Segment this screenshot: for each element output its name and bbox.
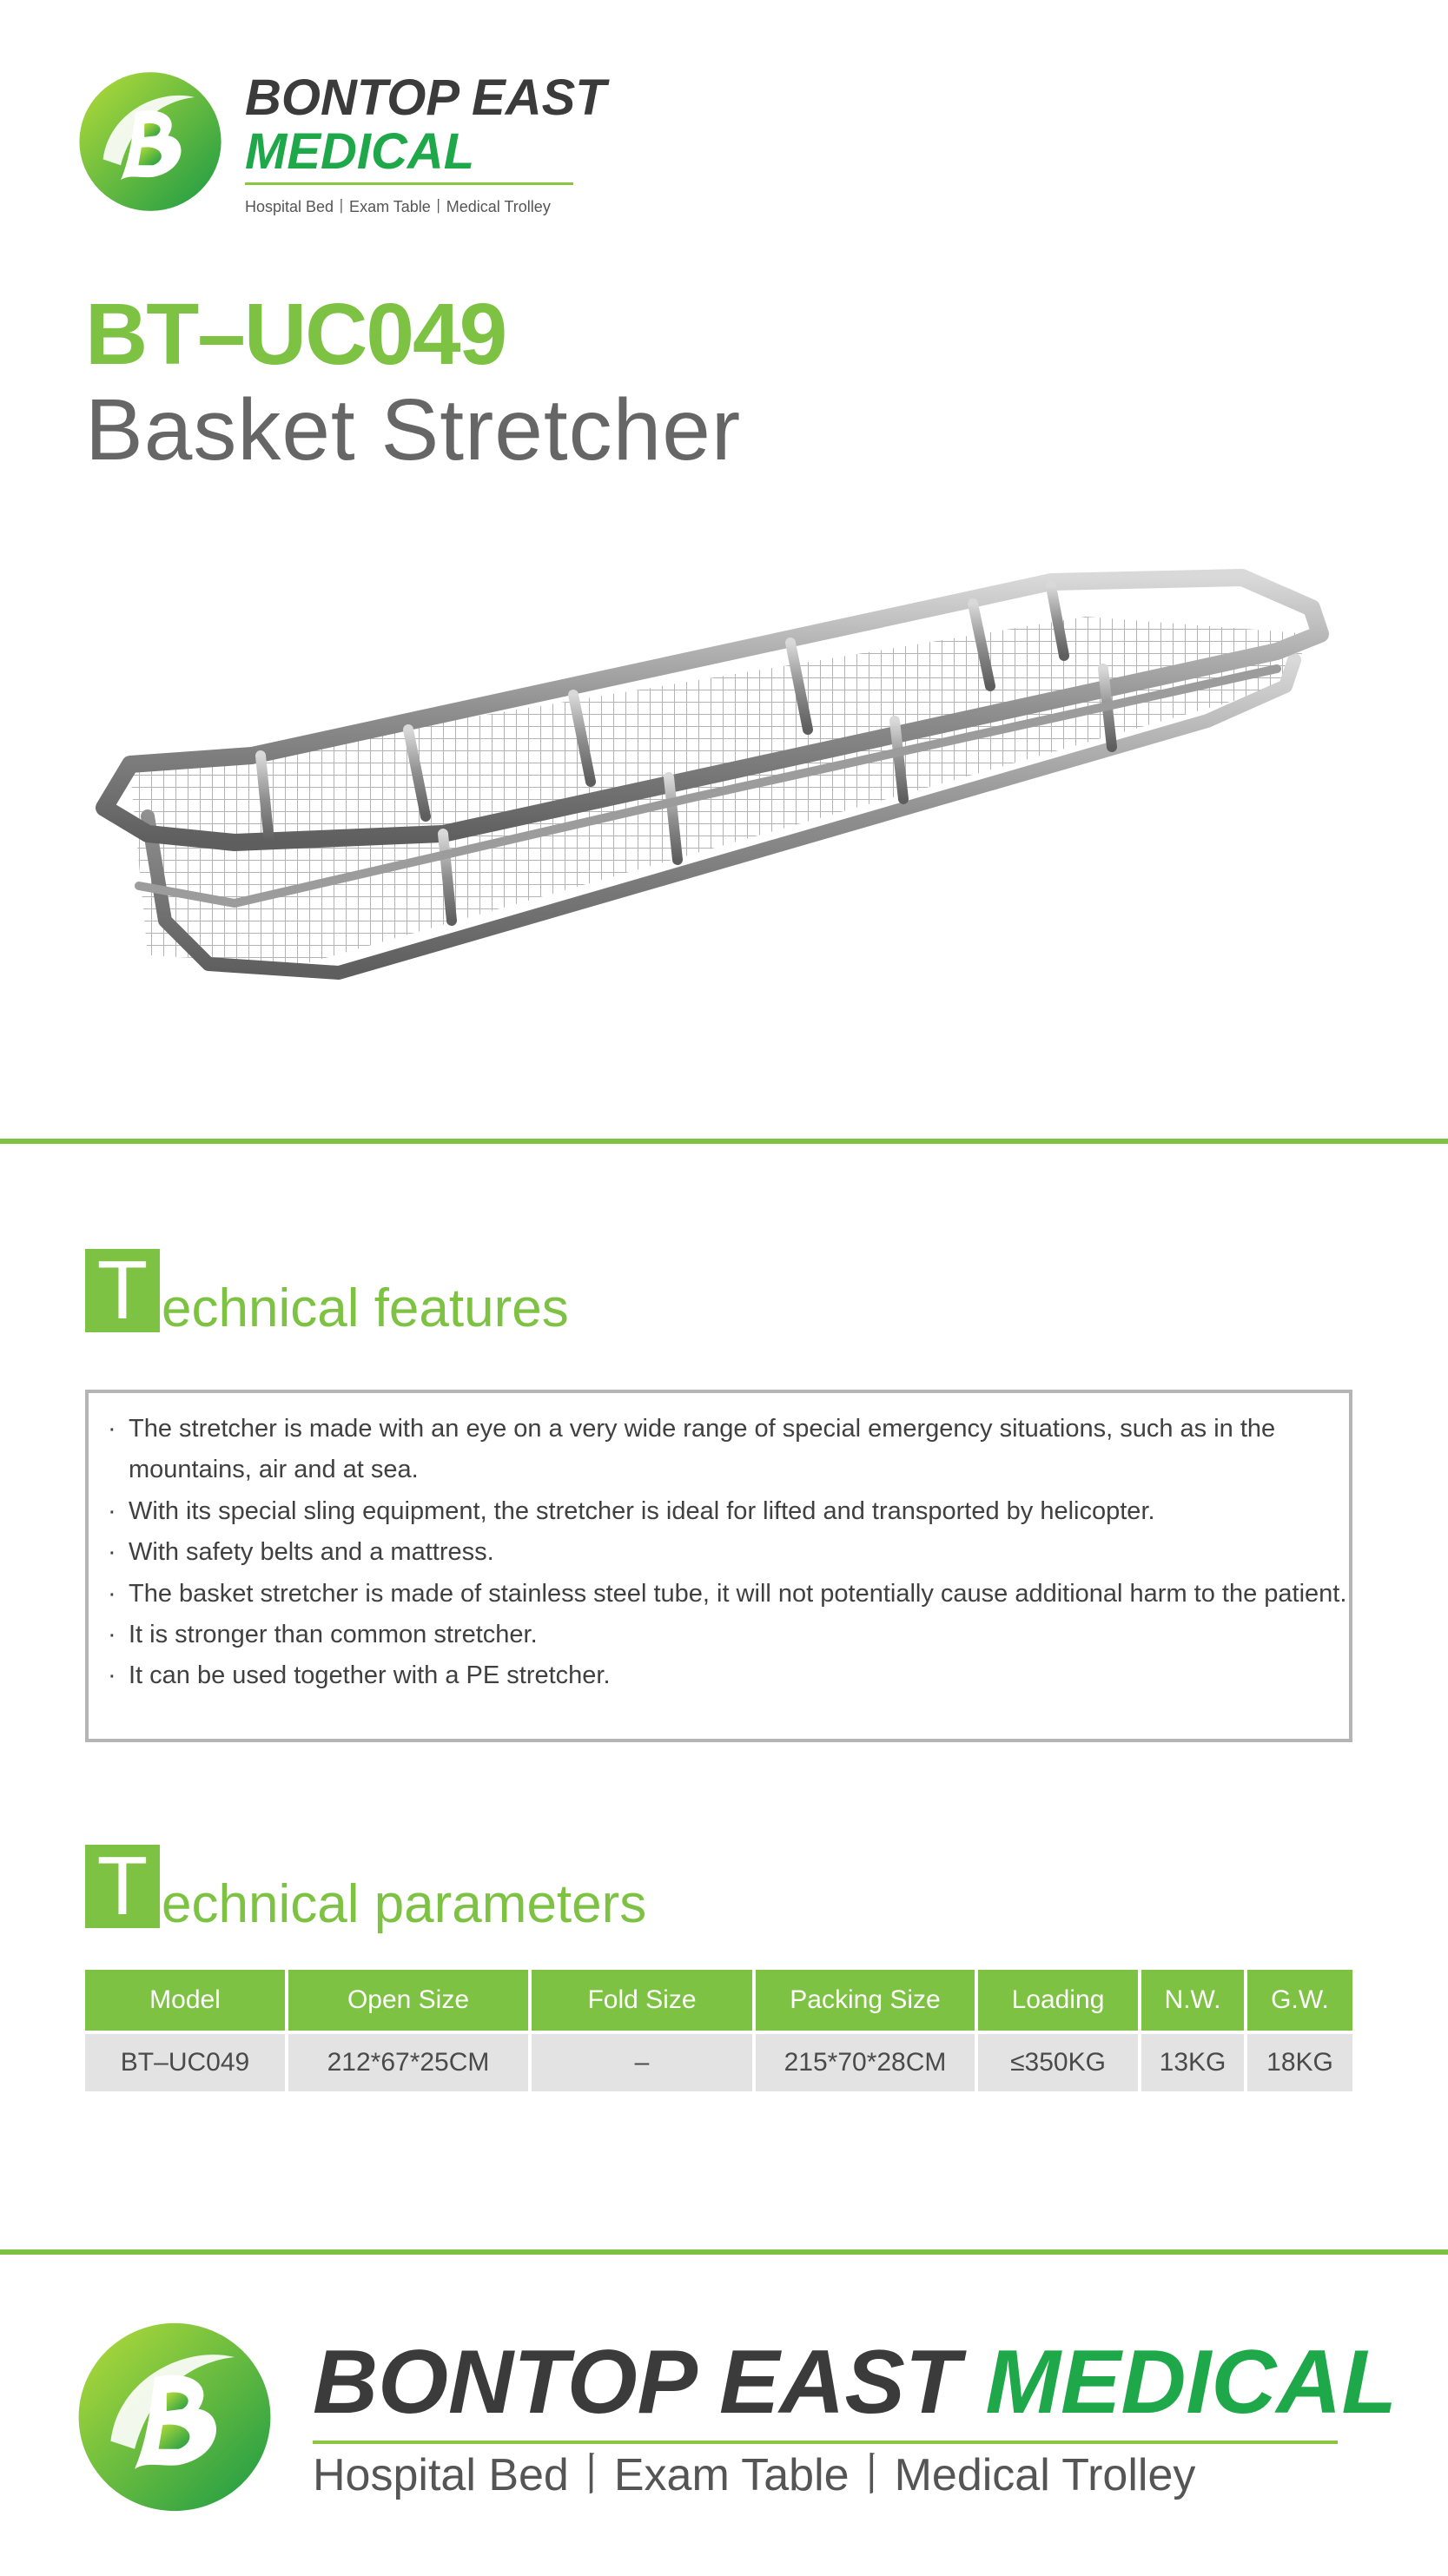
footer-brand-green: MEDICAL	[985, 2332, 1398, 2433]
column-header: Model	[85, 1970, 285, 2031]
brand-rule	[245, 182, 573, 185]
column-header: Loading	[978, 1970, 1138, 2031]
table-cell: ≤350KG	[978, 2031, 1138, 2091]
column-header: Open Size	[288, 1970, 528, 2031]
basket-stretcher-image-icon	[78, 556, 1338, 1007]
parameters-heading-rest: echnical parameters	[162, 1874, 647, 1934]
footer-tagline: Hospital Bed丨Exam Table丨Medical Trolley	[313, 2450, 1196, 2500]
table-row	[85, 2031, 1352, 2091]
table-cell: 13KG	[1141, 2031, 1244, 2091]
table-cell: 215*70*28CM	[756, 2031, 975, 2091]
parameters-table	[82, 1970, 1356, 2091]
features-heading	[85, 1244, 693, 1338]
product-model: BT–UC049	[85, 286, 506, 383]
footer-rule	[313, 2441, 1338, 2444]
table-cell: BT–UC049	[85, 2031, 285, 2091]
section-divider	[0, 1139, 1448, 1144]
b-leaf-logo-icon	[76, 68, 224, 215]
brand-name-line1: BONTOP EAST	[245, 69, 606, 126]
column-header: Fold Size	[532, 1970, 752, 2031]
table-header-row	[85, 1970, 1352, 2031]
brand-footer	[313, 2332, 1398, 2500]
b-leaf-logo-icon	[75, 2317, 274, 2517]
feature-item: · It can be used together with a PE stretcher.	[108, 1655, 1349, 1696]
feature-item: · The stretcher is made with an eye on a very wide range of special emergency situations, such as in the mountains, air and at sea.	[108, 1409, 1349, 1491]
brand-header	[245, 69, 606, 215]
table-cell: 18KG	[1247, 2031, 1352, 2091]
features-heading-rest: echnical features	[162, 1278, 569, 1338]
footer-brand-dark: BONTOP EAST	[313, 2332, 961, 2433]
column-header: N.W.	[1141, 1970, 1244, 2031]
feature-item: · It is stronger than common stretcher.	[108, 1615, 1349, 1655]
feature-item: · The basket stretcher is made of stainless steel tube, it will not potentially cause additional harm to the patient.	[108, 1574, 1349, 1615]
parameters-heading	[85, 1840, 780, 1934]
features-list	[108, 1409, 1349, 1697]
table-cell: –	[532, 2031, 752, 2091]
footer-brand-name	[313, 2332, 1398, 2433]
features-box	[85, 1390, 1352, 1742]
parameters-heading-cap: T	[85, 1845, 160, 1928]
column-header: Packing Size	[756, 1970, 975, 2031]
product-name: Basket Stretcher	[85, 381, 742, 479]
table-cell: 212*67*25CM	[288, 2031, 528, 2091]
section-divider	[0, 2249, 1448, 2255]
feature-item: · With its special sling equipment, the stretcher is ideal for lifted and transported by helicopter.	[108, 1491, 1349, 1532]
features-heading-cap: T	[85, 1249, 160, 1332]
column-header: G.W.	[1247, 1970, 1352, 2031]
brand-tagline: Hospital Bed丨Exam Table丨Medical Trolley	[245, 198, 551, 215]
feature-item: · With safety belts and a mattress.	[108, 1532, 1349, 1573]
brand-name-line2: MEDICAL	[245, 123, 475, 180]
